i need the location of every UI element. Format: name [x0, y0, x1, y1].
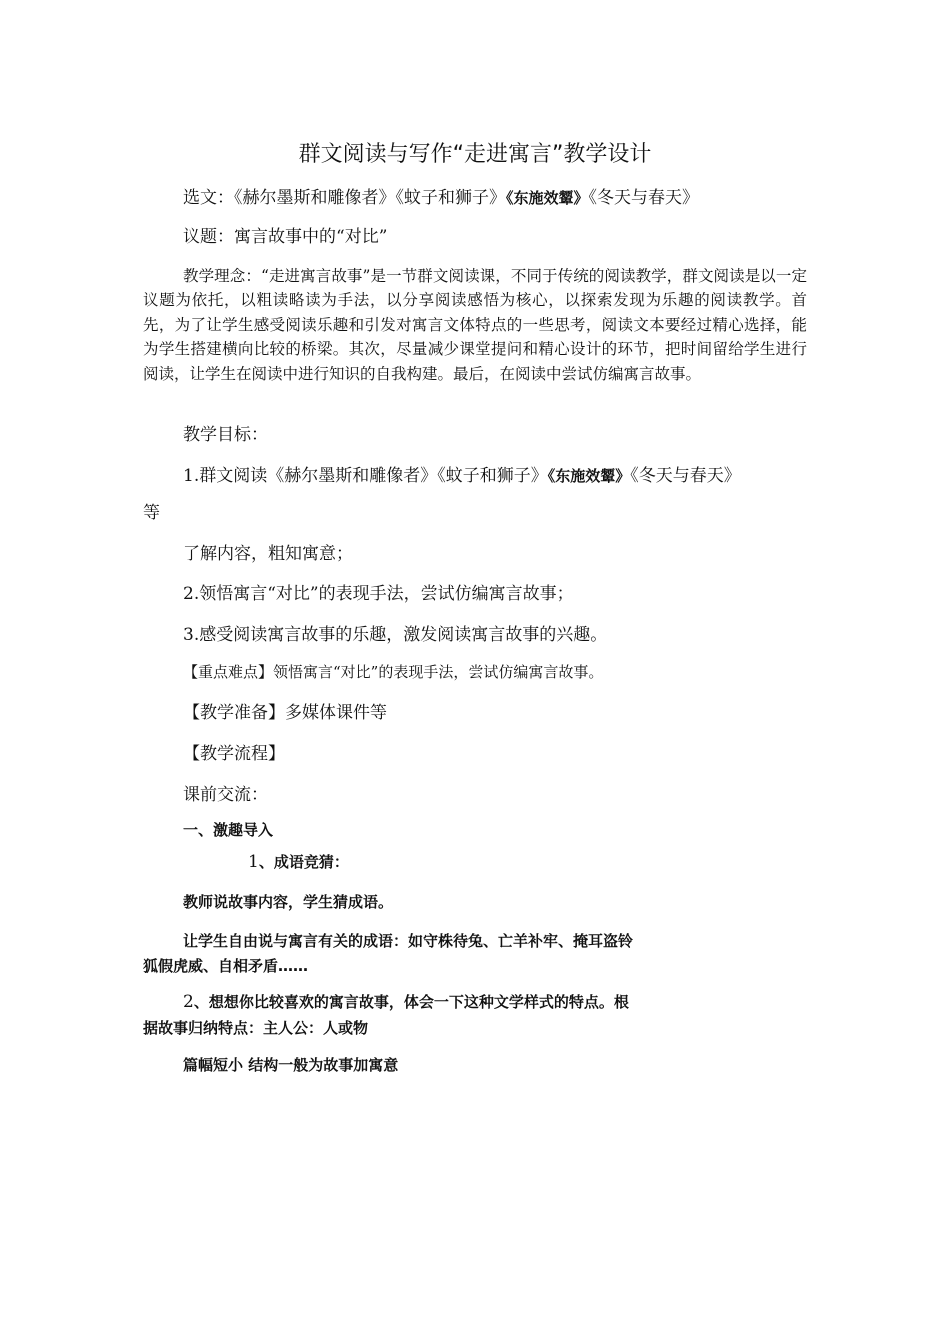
goal-2: 2.领悟寓言“对比”的表现手法，尝试仿编寓言故事； — [183, 584, 574, 604]
features-line: 篇幅短小 结构一般为故事加寓意 — [183, 1056, 399, 1074]
document-title: 群文阅读与写作“走进寓言”教学设计 — [298, 142, 652, 167]
preparation: 【教学准备】多媒体课件等 — [183, 703, 387, 723]
selected-texts — [183, 183, 699, 208]
section-1-heading: 一、激趣导入 — [183, 821, 274, 839]
goal-1 — [183, 461, 741, 486]
goal-1-suffix: 《冬天与春天》 — [630, 466, 741, 486]
item-2-number: 2 — [183, 992, 194, 1012]
idioms-line-1: 让学生自由说与寓言有关的成语：如守株待兔、亡羊补牢、掩耳盗铃 — [183, 932, 634, 950]
process-heading: 【教学流程】 — [183, 744, 285, 764]
goal-1-prefix: 1.群文阅读《赫尔墨斯和雕像者》《蚊子和狮子》 — [183, 466, 548, 486]
selected-texts-bold: 《东施效颦》 — [506, 189, 589, 207]
item-1-number: 1 — [248, 852, 259, 872]
selected-texts-prefix: 选文：《赫尔墨斯和雕像者》《蚊子和狮子》 — [183, 188, 506, 208]
item-1-text: 、成语竞猜： — [258, 853, 349, 871]
teaching-philosophy: 教学理念：“走进寓言故事”是一节群文阅读课，不同于传统的阅读教学，群文阅读是以一定议题为依托，以粗读略读为手法，以分享阅读感悟为核心，以探索发现为乐趣的阅读教学。首先，为了让学生感受阅读乐趣和引发对寓言文体特点的一些思考，阅读文本要经过精心选择，能为学生搭建横向比较的桥梁。其次，尽量减少课堂提问和精心设计的环节，把时间留给学生进行阅读，让学生在阅读中进行知识的自我构建。最后，在阅读中尝试仿编寓言故事。 — [143, 267, 807, 383]
goal-1-bold: 《东施效颦》 — [547, 467, 631, 485]
goals-heading: 教学目标： — [183, 425, 268, 445]
goal-1-continued: 了解内容，粗知寓意； — [183, 544, 353, 564]
key-points: 【重点难点】领悟寓言“对比”的表现手法，尝试仿编寓言故事。 — [183, 663, 604, 681]
pre-class-exchange: 课前交流： — [183, 785, 268, 805]
item-2-text: 、想想你比较喜欢的寓言故事，体会一下这种文学样式的特点。根 — [193, 993, 629, 1011]
idioms-line-2: 狐假虎威、自相矛盾…… — [143, 957, 309, 975]
item-2-line-1 — [183, 991, 629, 1012]
item-1-description: 教师说故事内容，学生猜成语。 — [183, 893, 394, 911]
item-1 — [248, 851, 349, 872]
item-2-line-2: 据故事归纳特点：主人公：人或物 — [143, 1019, 369, 1037]
goal-3: 3.感受阅读寓言故事的乐趣，激发阅读寓言故事的兴趣。 — [183, 625, 608, 645]
topic-line: 议题：寓言故事中的“对比” — [183, 227, 388, 247]
goal-1-wrap: 等 — [143, 503, 160, 523]
selected-texts-suffix: 《冬天与春天》 — [588, 188, 700, 208]
